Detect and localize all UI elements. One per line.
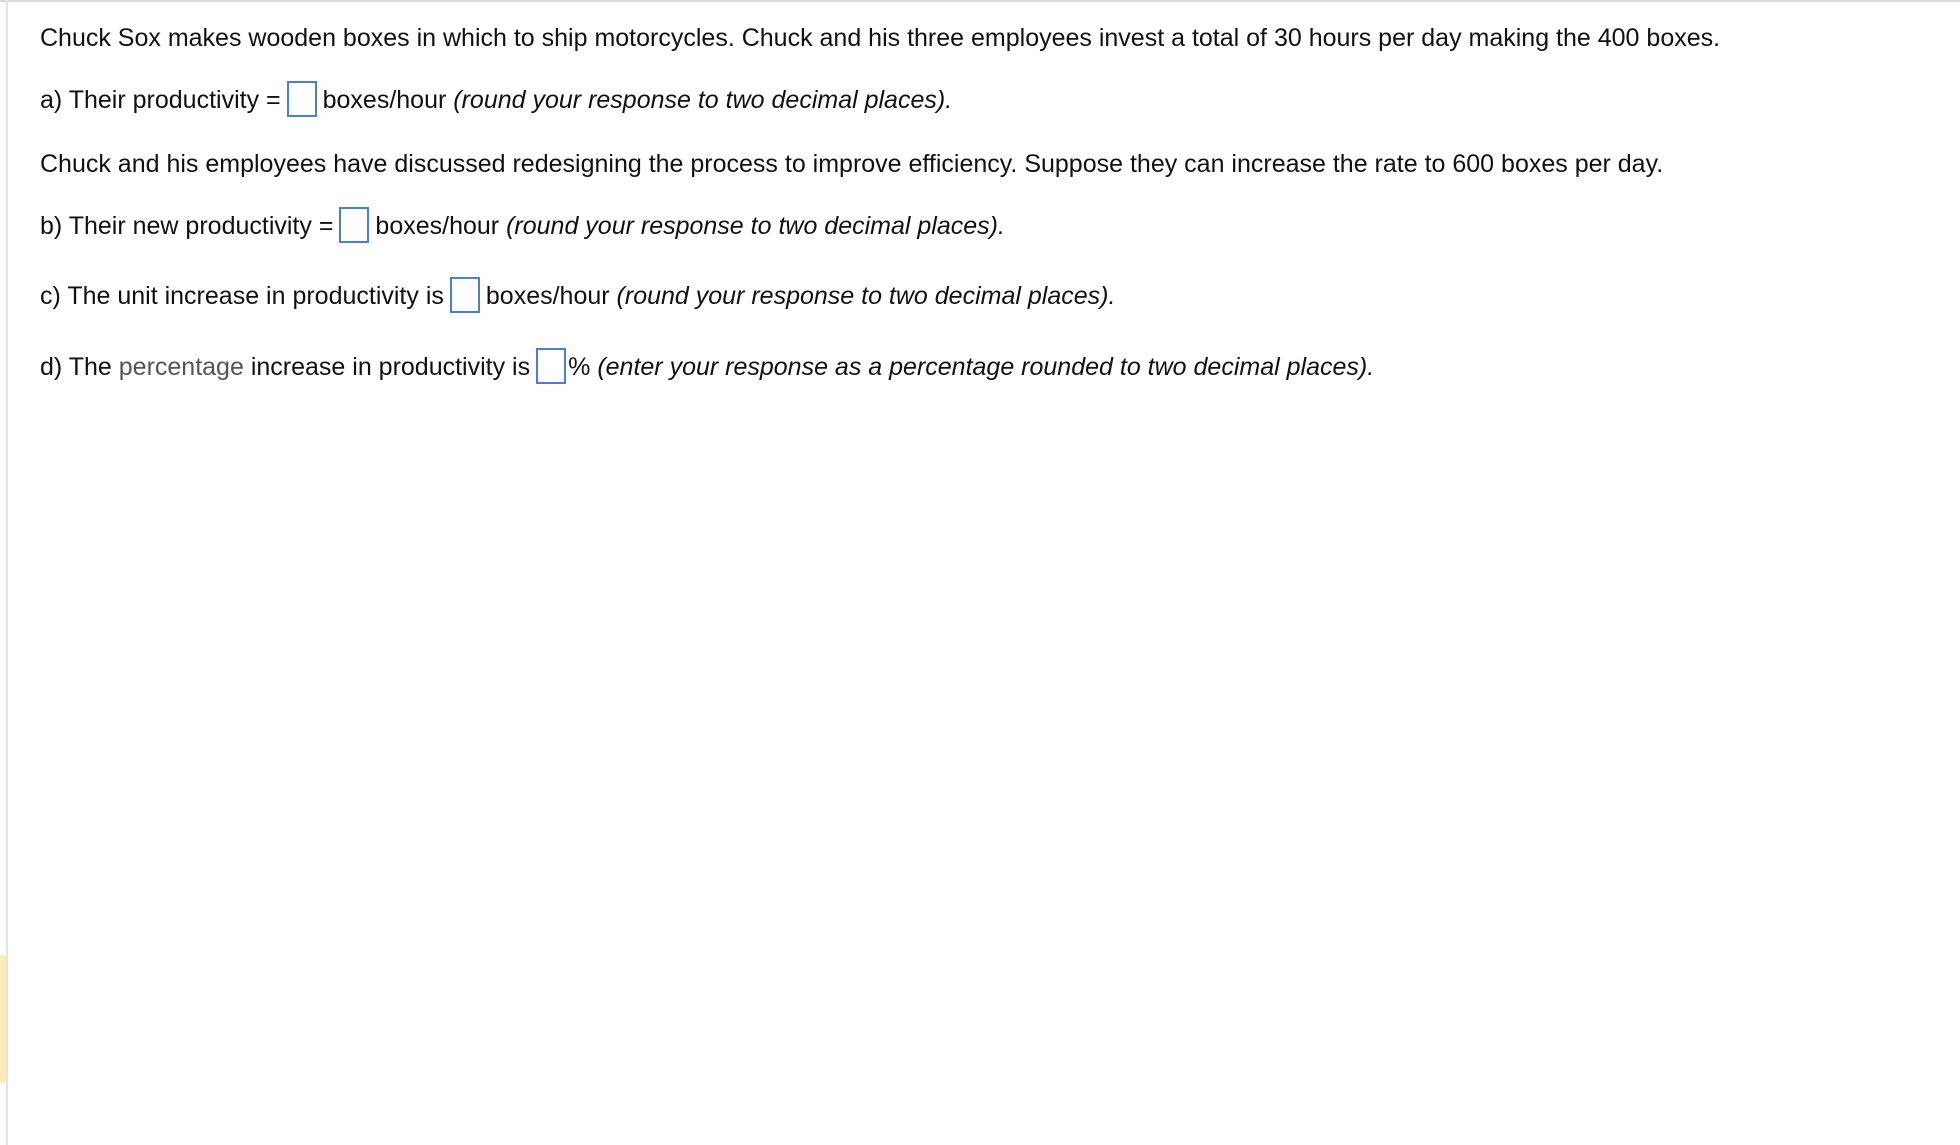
part-a-hint: (round your response to two decimal places).	[453, 86, 953, 114]
part-c-hint: (round your response to two decimal places).	[616, 282, 1116, 310]
part-b-prefix: b) Their new productivity =	[40, 212, 334, 240]
part-b-hint: (round your response to two decimal places).	[506, 212, 1005, 240]
problem-intro-text: Chuck Sox makes wooden boxes in which to ship motorcycles. Chuck and his three employees invest a total of 30 hours per day making the 400 boxes.	[40, 24, 1721, 52]
part-d-keyword-percentage: percentage	[118, 353, 244, 381]
part-d-hint: (enter your response as a percentage rounded to two decimal places).	[597, 353, 1375, 381]
problem-redesign	[40, 146, 1663, 182]
part-b-row	[40, 208, 1005, 245]
part-d-prefix-end: increase in productivity is	[250, 353, 531, 381]
part-d-prefix-start: d) The	[40, 353, 112, 381]
part-c-row	[40, 278, 1115, 315]
part-a-prefix: a) Their productivity =	[40, 86, 281, 114]
part-b-unit: boxes/hour	[375, 212, 500, 240]
part-a-answer-input[interactable]	[287, 81, 317, 117]
part-c-unit: boxes/hour	[485, 282, 610, 310]
problem-intro	[40, 20, 1720, 56]
part-d-answer-input[interactable]	[536, 348, 566, 384]
part-c-prefix: c) The unit increase in productivity is	[40, 282, 444, 310]
part-d-row	[40, 349, 1374, 386]
part-a-row	[40, 82, 952, 119]
top-divider	[0, 0, 1960, 2]
left-divider	[6, 0, 8, 1145]
part-b-answer-input[interactable]	[339, 207, 369, 243]
part-d-unit: %	[568, 353, 591, 381]
problem-redesign-text: Chuck and his employees have discussed redesigning the process to improve efficiency. Suppose they can increase the rate to 600 boxes per day.	[40, 150, 1664, 178]
left-highlight-marker	[0, 955, 6, 1083]
part-a-unit: boxes/hour	[322, 86, 447, 114]
part-c-answer-input[interactable]	[450, 277, 480, 313]
